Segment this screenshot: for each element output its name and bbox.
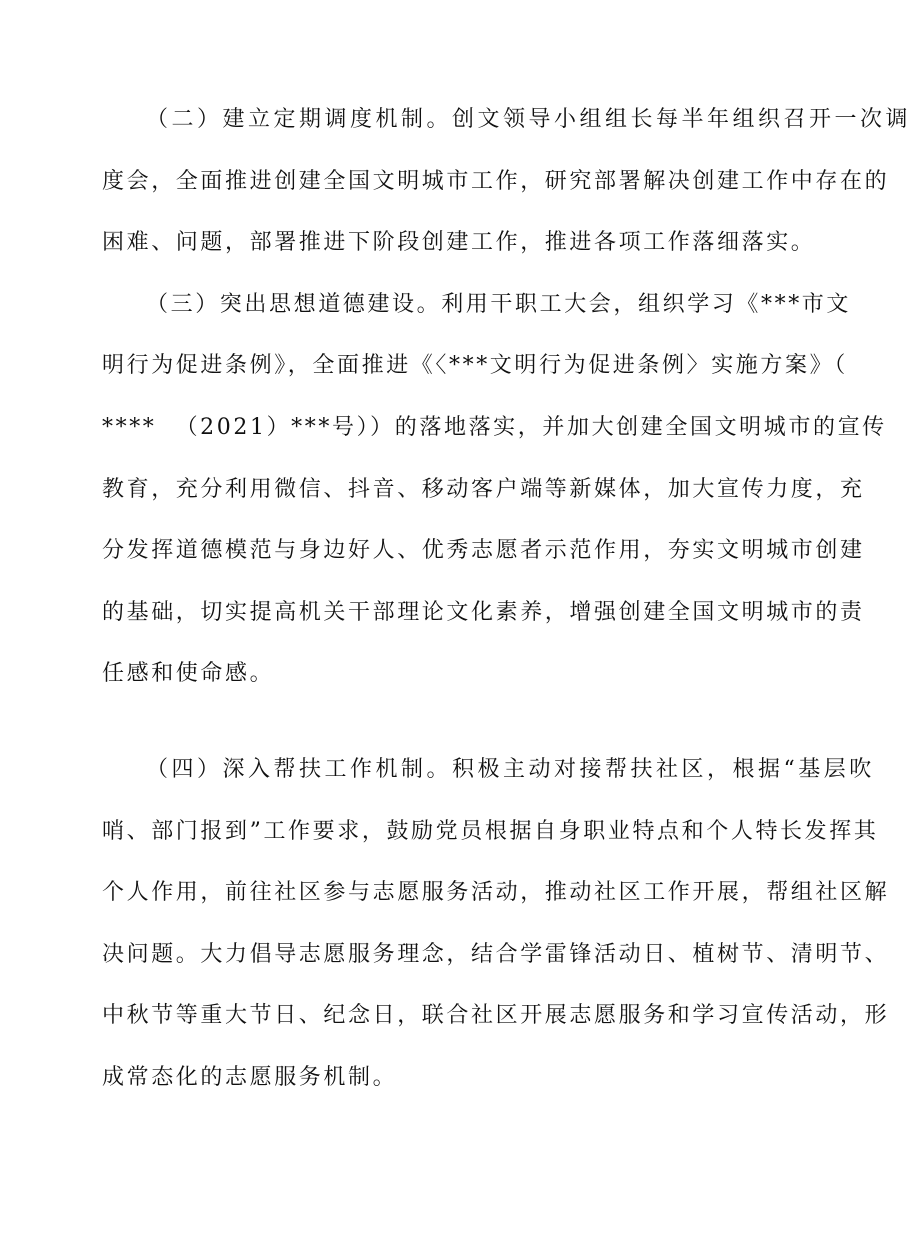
paragraph-3-line-6: 的基础，切实提高机关干部理论文化素养，增强创建全国文明城市的责 [102,600,865,625]
paragraph-4-line-1: （四）深入帮扶工作机制。积极主动对接帮扶社区，根据“基层吹 [146,757,875,782]
paragraph-2-line-1: （二）建立定期调度机制。创文领导小组组长每半年组织召开一次调 [146,107,912,132]
paragraph-3-line-1: （三）突出思想道德建设。利用干职工大会，组织学习《***市文 [146,292,852,317]
paragraph-3-line-2: 明行为促进条例》，全面推进《〈***文明行为促进条例〉实施方案》（ [102,353,848,378]
paragraph-4-line-4: 决问题。大力倡导志愿服务理念，结合学雷锋活动日、植树节、清明节、 [102,942,890,967]
paragraph-4-line-6: 成常态化的志愿服务机制。 [102,1065,398,1090]
paragraph-3-line-7: 任感和使命感。 [102,661,275,686]
paragraph-3-line-4: 教育，充分利用微信、抖音、移动客户端等新媒体，加大宣传力度，充 [102,477,865,502]
paragraph-4-line-3: 个人作用，前往社区参与志愿服务活动，推动社区工作开展，帮组社区解 [102,880,890,905]
paragraph-4-line-5: 中秋节等重大节日、纪念日，联合社区开展志愿服务和学习宣传活动，形 [102,1003,890,1028]
paragraph-2-line-2: 度会，全面推进创建全国文明城市工作，研究部署解决创建工作中存在的 [102,169,890,194]
paragraph-3-line-5: 分发挥道德模范与身边好人、优秀志愿者示范作用，夯实文明城市创建 [102,538,865,563]
paragraph-2-line-3: 困难、问题，部署推进下阶段创建工作，推进各项工作落细落实。 [102,230,816,255]
paragraph-3-line-3: **** （2021）***号））的落地落实，并加大创建全国文明城市的宣传 [102,415,887,440]
paragraph-4-line-2: 哨、部门报到”工作要求，鼓励党员根据自身职业特点和个人特长发挥其 [102,819,879,844]
